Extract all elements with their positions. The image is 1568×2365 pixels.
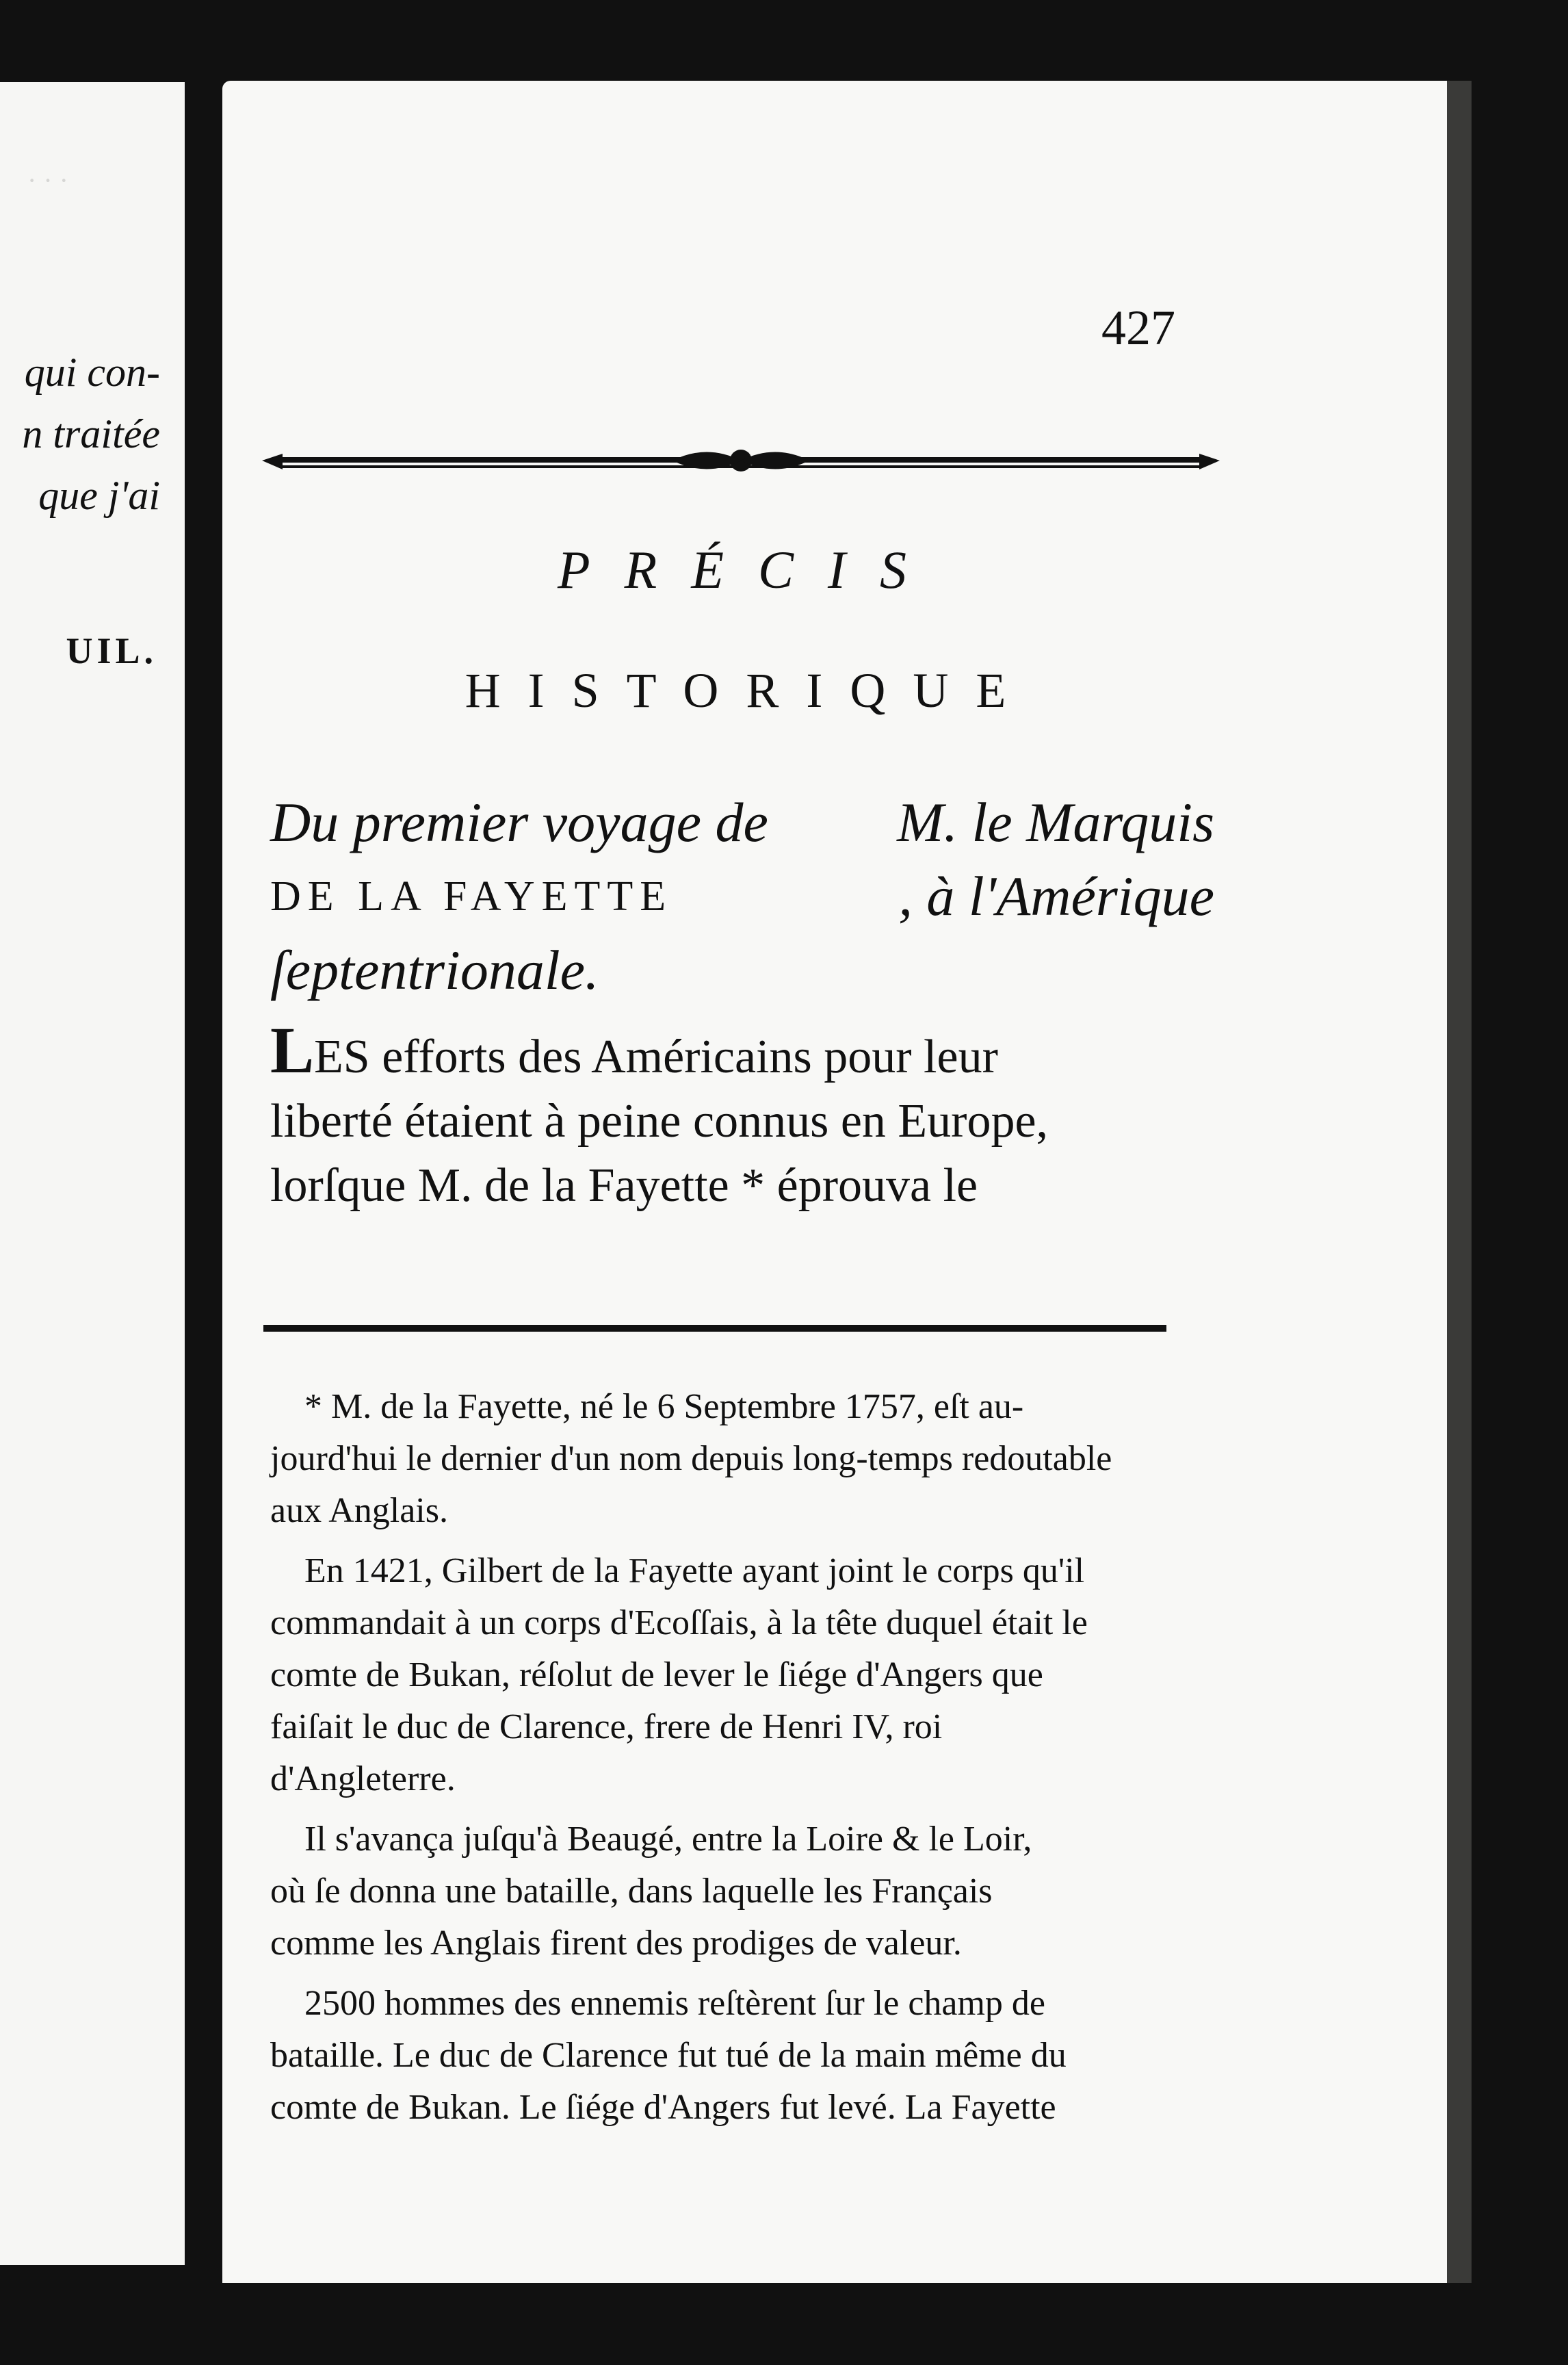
subtitle-line2-b: , à l'Amérique: [898, 865, 1214, 927]
book-page: [222, 81, 1472, 2283]
footnote-line: * M. de la Fayette, né le 6 Septembre 1757, eſt au-: [304, 1387, 1024, 1426]
footnote-paragraph: [270, 1545, 1221, 1805]
body-line: lorſque M. de la Fayette * éprouva le: [270, 1159, 978, 1212]
footnote-line: comte de Bukan, réſolut de lever le ſiége d'Angers que: [270, 1655, 1043, 1694]
title-precis: PRÉCIS: [558, 540, 941, 599]
footnote-line: faiſait le duc de Clarence, frere de Henri IV, roi: [270, 1707, 943, 1746]
footnote-line: 2500 hommes des ennemis reſtèrent ſur le champ de: [304, 1984, 1046, 2023]
footnote-line: d'Angleterre.: [270, 1759, 456, 1798]
body-line: liberté étaient à peine connus en Europe,: [270, 1095, 1049, 1148]
previous-page-heading: UIL.: [66, 630, 157, 671]
body-line: ES efforts des Américains pour leur: [314, 1031, 998, 1083]
page-number: 427: [1101, 300, 1175, 355]
footnote-line: jourd'hui le dernier d'un nom depuis long-temps redoutable: [270, 1439, 1112, 1478]
footnotes: [270, 1381, 1221, 2134]
footnote-line: bataille. Le duc de Clarence fut tué de la main même du: [270, 2036, 1067, 2075]
previous-page-line: qui con-: [24, 350, 160, 395]
footnote-line: comme les Anglais firent des prodiges de valeur.: [270, 1924, 962, 1963]
footnote-rule: [263, 1325, 1166, 1332]
previous-page-line: que j'ai: [38, 473, 160, 518]
footnote-paragraph: [270, 1813, 1221, 1969]
bleed-through-text: · · ·: [27, 165, 68, 196]
subtitle: [270, 786, 1214, 1007]
footnote-line: Il s'avança juſqu'à Beaugé, entre la Loire & le Loir,: [304, 1820, 1032, 1859]
footnote-line: commandait à un corps d'Ecoſſais, à la tête duquel était le: [270, 1603, 1088, 1642]
subtitle-name: DE LA FAYETTE: [270, 873, 673, 920]
previous-page-line: n traitée: [22, 411, 160, 456]
subtitle-line1-b: M. le Marquis: [897, 791, 1214, 853]
footnote-line: comte de Bukan. Le ſiége d'Angers fut levé. La Fayette: [270, 2088, 1056, 2127]
drop-cap: L: [270, 1013, 315, 1087]
footnote-paragraph: [270, 1381, 1221, 1537]
footnote-paragraph: [270, 1978, 1221, 2134]
body-paragraph: [270, 1013, 1221, 1218]
previous-page-fragment: [0, 82, 185, 2265]
subtitle-line3: ſeptentrionale.: [270, 939, 599, 1001]
subtitle-line1-a: Du premier voyage de: [270, 791, 768, 853]
footnote-line: aux Anglais.: [270, 1491, 448, 1530]
footnote-line: En 1421, Gilbert de la Fayette ayant joint le corps qu'il: [304, 1551, 1085, 1590]
ornamental-rule: [262, 443, 1220, 478]
title-historique: HISTORIQUE: [465, 663, 1034, 718]
footnote-line: où ſe donna une bataille, dans laquelle les Français: [270, 1872, 993, 1911]
